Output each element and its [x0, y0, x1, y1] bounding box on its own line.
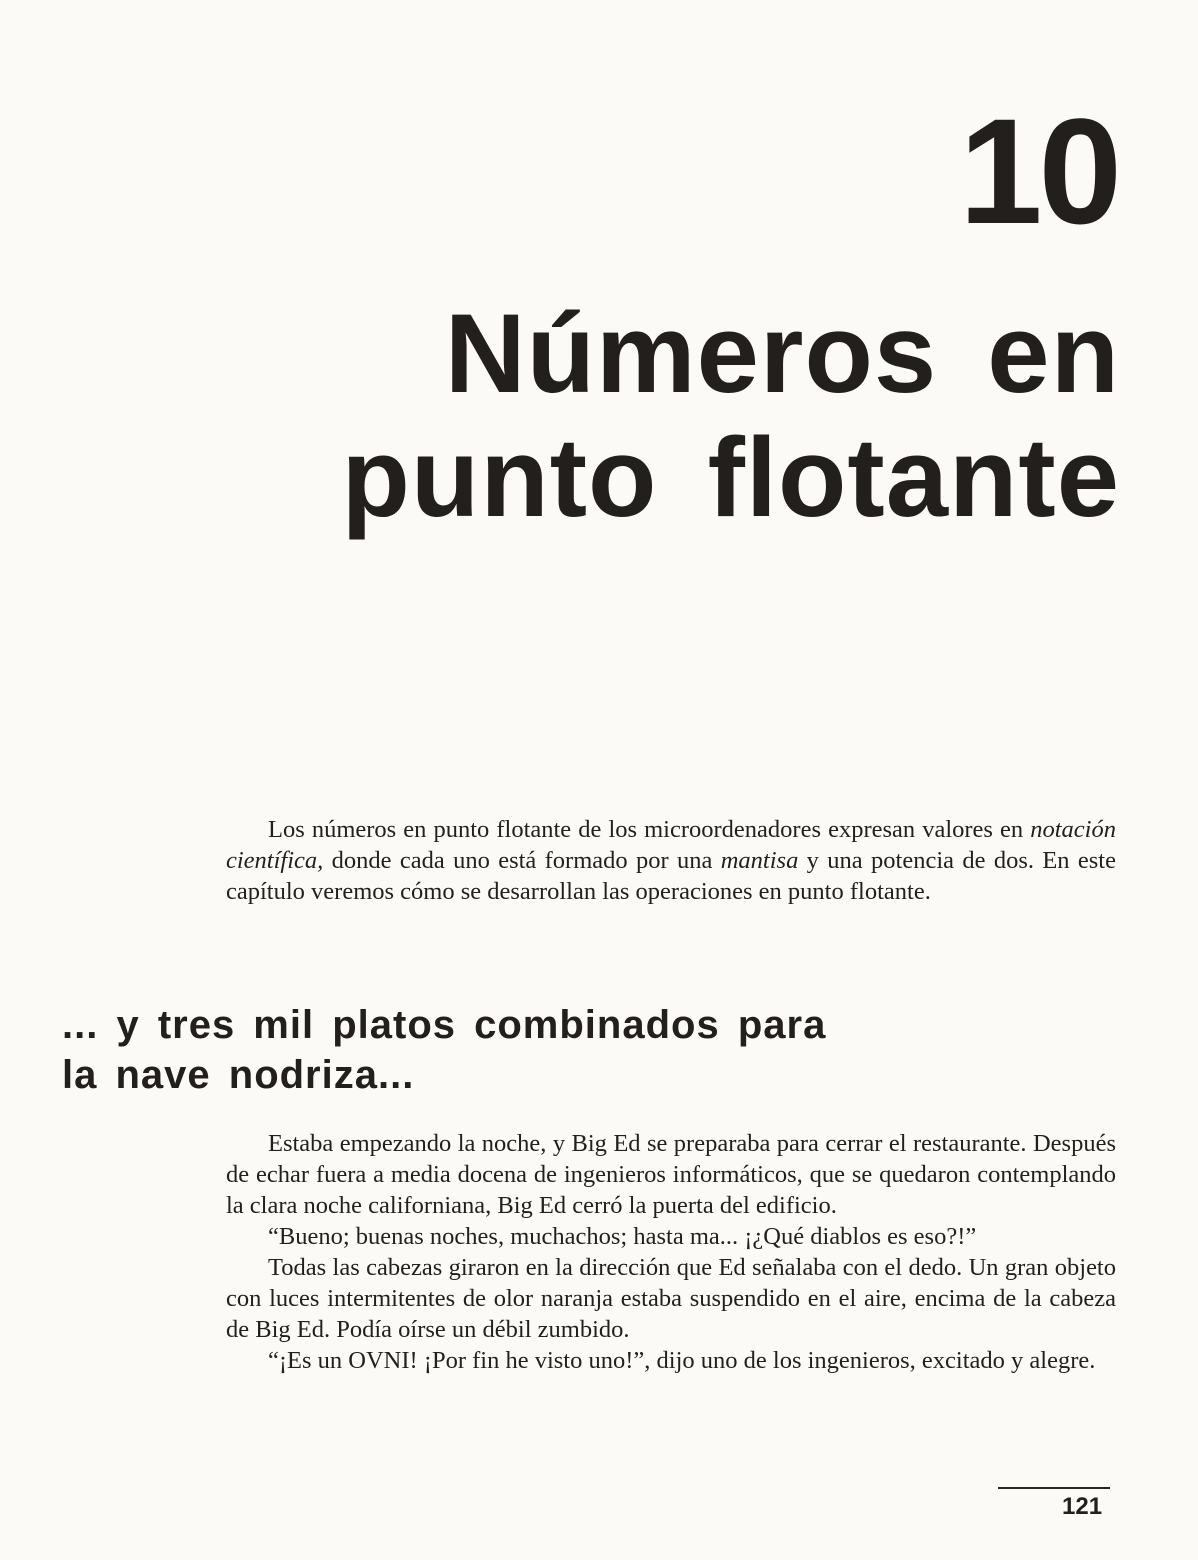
intro-text-2: donde cada uno está formado por una — [323, 847, 721, 874]
intro-italic-term-1: notación científica, — [226, 816, 1116, 874]
body-paragraph-4: “¡Es un OVNI! ¡Por fin he visto uno!”, dijo uno de los ingenieros, excitado y alegre. — [268, 1347, 1096, 1374]
body-paragraph-3: Todas las cabezas giraron en la dirección que Ed señalaba con el dedo. Un gran objeto con luces intermitentes de olor naranja estaba suspendido en el aire, encima de la cabeza de Big Ed. Podía oírse un débil zumbido. — [226, 1254, 1116, 1343]
section-heading — [62, 1000, 962, 1100]
chapter-introduction — [226, 814, 1116, 907]
intro-text-3: y una potencia de dos. En este capítulo veremos cómo se desarrollan las operaciones en punto flotante. — [226, 847, 1116, 905]
section-heading-line-1: ... y tres mil platos combinados para — [62, 1003, 827, 1047]
page-number: 121 — [1062, 1493, 1103, 1520]
intro-paragraph — [226, 814, 1116, 907]
chapter-number: 10 — [959, 87, 1118, 255]
body-paragraph-1: Estaba empezando la noche, y Big Ed se preparaba para cerrar el restaurante. Después de echar fuera a media docena de ingenieros informáticos, que se quedaron contemplando la clara noche californiana, Big Ed cerró la puerta del edificio. — [226, 1130, 1116, 1219]
footer-rule — [998, 1487, 1110, 1489]
intro-italic-term-2: mantisa — [720, 847, 799, 874]
body-paragraph-2: “Bueno; buenas noches, muchachos; hasta ma... ¡¿Qué diablos es eso?!” — [268, 1223, 977, 1250]
section-heading-line-2: la nave nodriza... — [62, 1053, 415, 1097]
chapter-title-line-1: Números en — [444, 291, 1120, 416]
body-text — [226, 1128, 1116, 1376]
chapter-title-line-2: punto flotante — [341, 415, 1120, 540]
chapter-title — [120, 292, 1120, 540]
intro-text-1: Los números en punto flotante de los microordenadores expresan valores en — [268, 816, 1031, 843]
